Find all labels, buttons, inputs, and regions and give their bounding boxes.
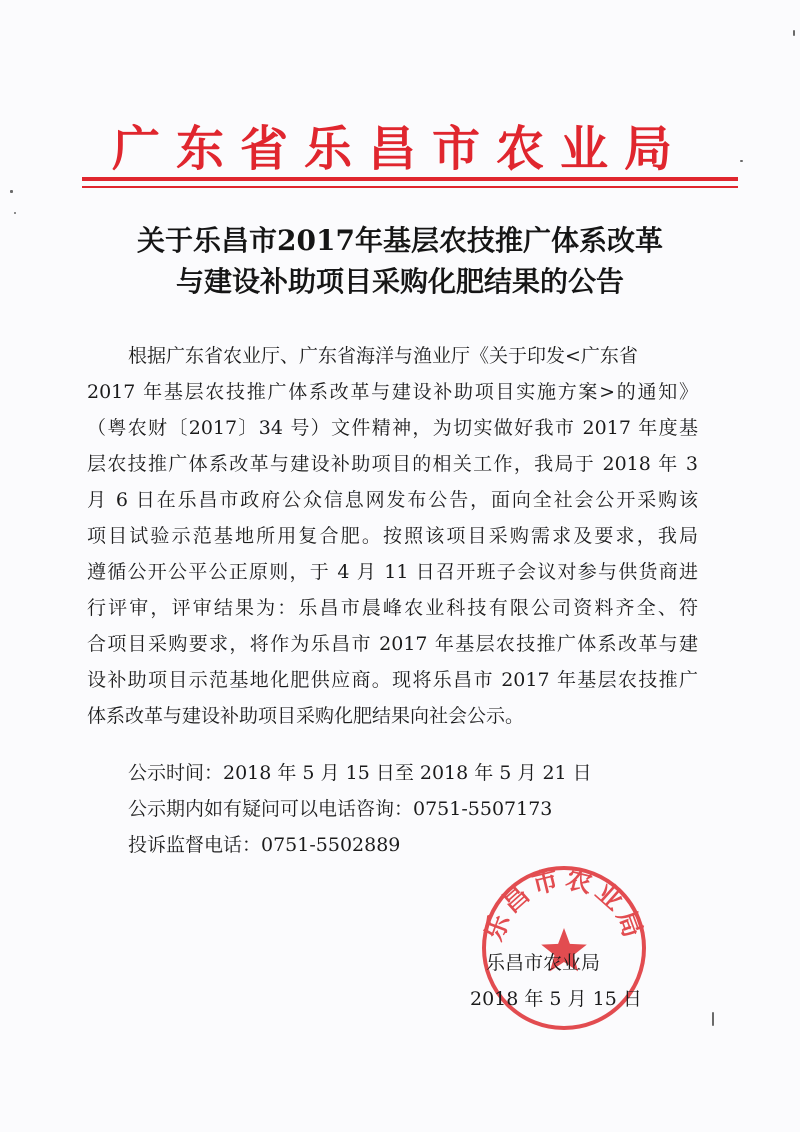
scan-speck xyxy=(14,212,16,214)
scan-speck xyxy=(10,190,13,193)
signature-org: 乐昌市农业局 xyxy=(486,952,601,974)
letterhead-rule-thick xyxy=(82,177,738,181)
signature-date: 2018 年 5 月 15 日 xyxy=(470,988,642,1010)
inquiry-phone: 公示期内如有疑问可以电话咨询：0751-5507173 xyxy=(128,798,553,820)
scan-speck xyxy=(712,1012,714,1026)
body-line-7: 遵循公开公平公正原则，于 4 月 11 日召开班子会议对参与供货商进 xyxy=(87,561,698,583)
body-line-2: 2017 年基层农技推广体系改革与建设补助项目实施方案>的通知》 xyxy=(87,381,698,403)
body-line-8: 行评审，评审结果为：乐昌市晨峰农业科技有限公司资料齐全、符 xyxy=(87,597,698,619)
notice-period: 公示时间：2018 年 5 月 15 日至 2018 年 5 月 21 日 xyxy=(128,762,592,784)
seal-text: 乐昌市农业局 xyxy=(479,864,649,946)
complaint-phone: 投诉监督电话：0751-5502889 xyxy=(128,834,401,856)
body-line-11: 体系改革与建设补助项目采购化肥结果向社会公示。 xyxy=(87,705,525,727)
scan-speck xyxy=(793,30,795,36)
body-line-5: 月 6 日在乐昌市政府公众信息网发布公告，面向全社会公开采购该 xyxy=(87,489,698,511)
notice-title-line-1: 关于乐昌市2017年基层农技推广体系改革 xyxy=(137,224,663,257)
body-line-9: 合项目采购要求，将作为乐昌市 2017 年基层农技推广体系改革与建 xyxy=(87,633,698,655)
body-line-6: 项目试验示范基地所用复合肥。按照该项目采购需求及要求，我局 xyxy=(87,525,698,547)
body-line-1: 根据广东省农业厅、广东省海洋与渔业厅《关于印发<广东省 xyxy=(128,345,638,367)
letterhead-rule-thin xyxy=(82,186,738,188)
body-line-4: 层农技推广体系改革与建设补助项目的相关工作，我局于 2018 年 3 xyxy=(87,453,698,475)
body-line-10: 设补助项目示范基地化肥供应商。现将乐昌市 2017 年基层农技推广 xyxy=(87,669,698,691)
notice-title-line-2: 与建设补助项目采购化肥结果的公告 xyxy=(175,265,624,298)
letterhead-org-name: 广东省乐昌市农业局 xyxy=(111,121,688,177)
scan-speck xyxy=(740,160,743,162)
body-line-3: （粤农财〔2017〕34 号）文件精神，为切实做好我市 2017 年度基 xyxy=(87,417,698,439)
